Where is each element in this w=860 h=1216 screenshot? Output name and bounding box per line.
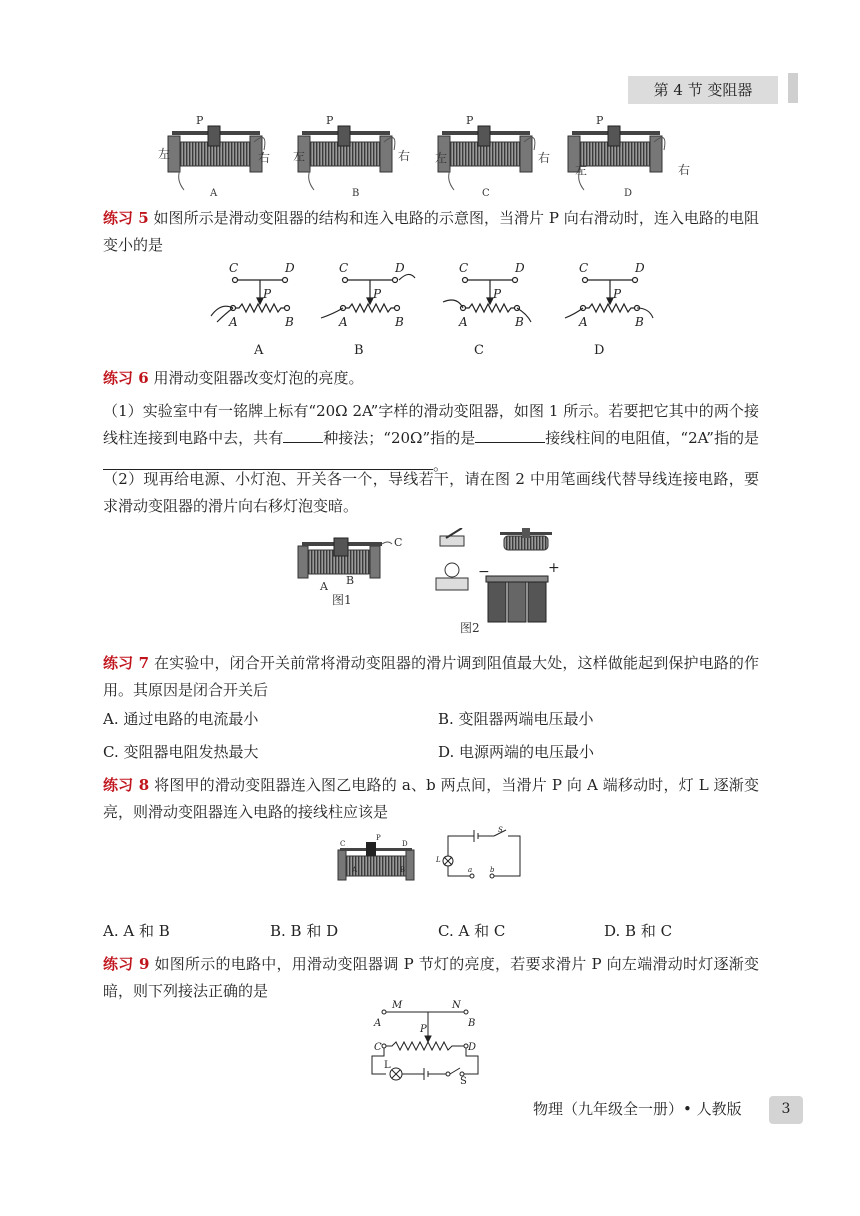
rheostat-options-figure (150, 112, 710, 200)
svg-text:左: 左 (575, 163, 588, 177)
slider-label: P (196, 114, 204, 127)
exercise-tag: 练习 5 (103, 209, 149, 227)
svg-text:D: D (624, 188, 633, 199)
svg-text:C: C (394, 536, 403, 549)
svg-text:N: N (452, 1000, 461, 1011)
svg-text:D: D (468, 1042, 477, 1053)
option-b[interactable]: B. 变阻器两端电压最小 (438, 710, 594, 728)
svg-text:B: B (346, 574, 355, 587)
option-d[interactable]: D. B 和 C (604, 922, 673, 940)
svg-text:P: P (373, 287, 382, 301)
exercise-8 (103, 772, 759, 826)
ex5-rheostat-schematics (205, 258, 655, 360)
svg-text:C: C (229, 261, 239, 275)
svg-text:图1: 图1 (332, 593, 352, 607)
rheostat-photo (168, 126, 265, 190)
exercise-tag: 练习 6 (103, 369, 149, 387)
svg-text:B: B (635, 315, 644, 329)
exercise-tag: 练习 9 (103, 955, 150, 973)
svg-text:P: P (376, 834, 381, 842)
exercise-tag: 练习 8 (103, 776, 150, 794)
ex6-part-1: （1）实验室中有一铭牌上标有“20Ω 2A”字样的滑动变阻器，如图 1 所示。若要把它其中的两个接线柱连接到电路中去，共有 种接法；“20Ω”指的是 接线柱间的电阻值，“2A”指的是。 (103, 402, 759, 474)
ex6-figures (290, 528, 580, 640)
svg-text:+: + (548, 560, 560, 576)
svg-text:A: A (229, 315, 238, 329)
svg-text:P: P (263, 287, 272, 301)
svg-text:b: b (490, 866, 495, 874)
svg-text:P: P (466, 114, 474, 127)
svg-text:a: a (468, 866, 473, 874)
svg-text:P: P (326, 114, 334, 127)
exercise-7 (103, 650, 759, 704)
svg-text:P: P (493, 287, 502, 301)
svg-text:C: C (340, 840, 346, 848)
exercise-text: 将图甲的滑动变阻器连入图乙电路的 a、b 两点间，当滑片 P 向 A 端移动时，灯 L 逐渐变亮，则滑动变阻器连入电路的接线柱应该是 (103, 776, 759, 821)
svg-text:右: 右 (678, 163, 691, 177)
svg-text:C: C (339, 261, 349, 275)
yi-circuit (443, 830, 520, 878)
ex6-part-2: （2）现再给电源、小灯泡、开关各一个，导线若干，请在图 2 中用笔画线代替导线连接电路，要求滑动变阻器的滑片向右移灯泡变暗。 (103, 470, 759, 515)
header-accent-bar (788, 73, 798, 103)
exercise-9 (103, 951, 759, 1005)
exercise-tag: 练习 7 (103, 654, 150, 672)
svg-text:图2: 图2 (460, 621, 480, 635)
svg-text:B: B (395, 315, 404, 329)
option-c[interactable]: C. 变阻器电阻发热最大 (103, 743, 259, 761)
ex8-figure (334, 826, 534, 906)
svg-text:左: 左 (158, 147, 171, 161)
svg-text:C: C (459, 261, 469, 275)
exercise-5 (103, 205, 759, 259)
fig1-rheostat (298, 538, 392, 578)
svg-text:A: A (320, 580, 328, 593)
page-number: 3 (769, 1096, 803, 1124)
svg-text:B: B (468, 1018, 476, 1029)
svg-text:右: 右 (538, 151, 551, 165)
svg-text:D: D (395, 261, 405, 275)
exercise-6 (103, 365, 759, 392)
svg-text:−: − (478, 564, 490, 580)
svg-text:D: D (594, 343, 605, 358)
fig2-bulb (436, 563, 468, 590)
svg-text:D: D (635, 261, 645, 275)
svg-text:P: P (596, 114, 604, 127)
svg-text:B: B (285, 315, 294, 329)
option-d[interactable]: D. 电源两端的电压最小 (438, 743, 595, 761)
svg-text:L: L (436, 856, 441, 864)
svg-text:A: A (339, 315, 348, 329)
book-footer: 物理（九年级全一册）• 人教版 (533, 1100, 742, 1118)
exercise-text: 用滑动变阻器改变灯泡的亮度。 (153, 369, 364, 387)
fig2-switch (440, 528, 464, 546)
svg-text:B: B (515, 315, 524, 329)
svg-text:C: C (374, 1042, 382, 1053)
svg-text:C: C (474, 343, 484, 358)
svg-text:M: M (392, 1000, 403, 1011)
answer-blank-1[interactable] (283, 426, 323, 443)
svg-text:A: A (459, 315, 468, 329)
exercise-text: 在实验中，闭合开关前常将滑动变阻器的滑片调到阻值最大处，这样做能起到保护电路的作用。其原因是闭合开关后 (103, 654, 759, 699)
svg-text:右: 右 (398, 149, 411, 163)
svg-text:P: P (420, 1024, 427, 1035)
svg-text:D: D (285, 261, 295, 275)
option-a[interactable]: A. 通过电路的电流最小 (103, 710, 259, 728)
option-b[interactable]: B. B 和 D (270, 922, 339, 940)
svg-text:左: 左 (435, 151, 448, 165)
section-header: 第 4 节 变阻器 (628, 76, 778, 104)
svg-text:S: S (460, 1076, 467, 1084)
svg-text:L: L (384, 1060, 391, 1071)
svg-text:A: A (210, 188, 218, 199)
svg-text:B: B (354, 343, 364, 358)
answer-blank-2[interactable] (475, 426, 545, 443)
svg-text:A: A (374, 1018, 382, 1029)
svg-text:A: A (579, 315, 588, 329)
svg-text:A: A (254, 343, 264, 358)
exercise-text: 如图所示的电路中，用滑动变阻器调 P 节灯的亮度，若要求滑片 P 向左端滑动时灯逐渐变暗，则下列接法正确的是 (103, 955, 759, 1000)
svg-text:左: 左 (293, 149, 306, 163)
exercise-text: 如图所示是滑动变阻器的结构和连入电路的示意图，当滑片 P 向右滑动时，连入电路的电阻变小的是 (103, 209, 759, 254)
svg-text:P: P (613, 287, 622, 301)
ex9-circuit-figure (362, 998, 490, 1084)
option-a[interactable]: A. A 和 B (103, 922, 170, 940)
svg-text:B: B (400, 866, 406, 874)
svg-text:B: B (352, 188, 360, 199)
option-c[interactable]: C. A 和 C (438, 922, 506, 940)
svg-text:C: C (482, 188, 490, 199)
fig2-rheostat (500, 528, 552, 550)
fig2-battery (478, 560, 560, 622)
svg-text:C: C (579, 261, 589, 275)
svg-text:A: A (352, 866, 358, 874)
svg-text:右: 右 (258, 151, 271, 165)
svg-text:D: D (402, 840, 408, 848)
svg-text:D: D (515, 261, 525, 275)
svg-text:S: S (498, 826, 503, 834)
